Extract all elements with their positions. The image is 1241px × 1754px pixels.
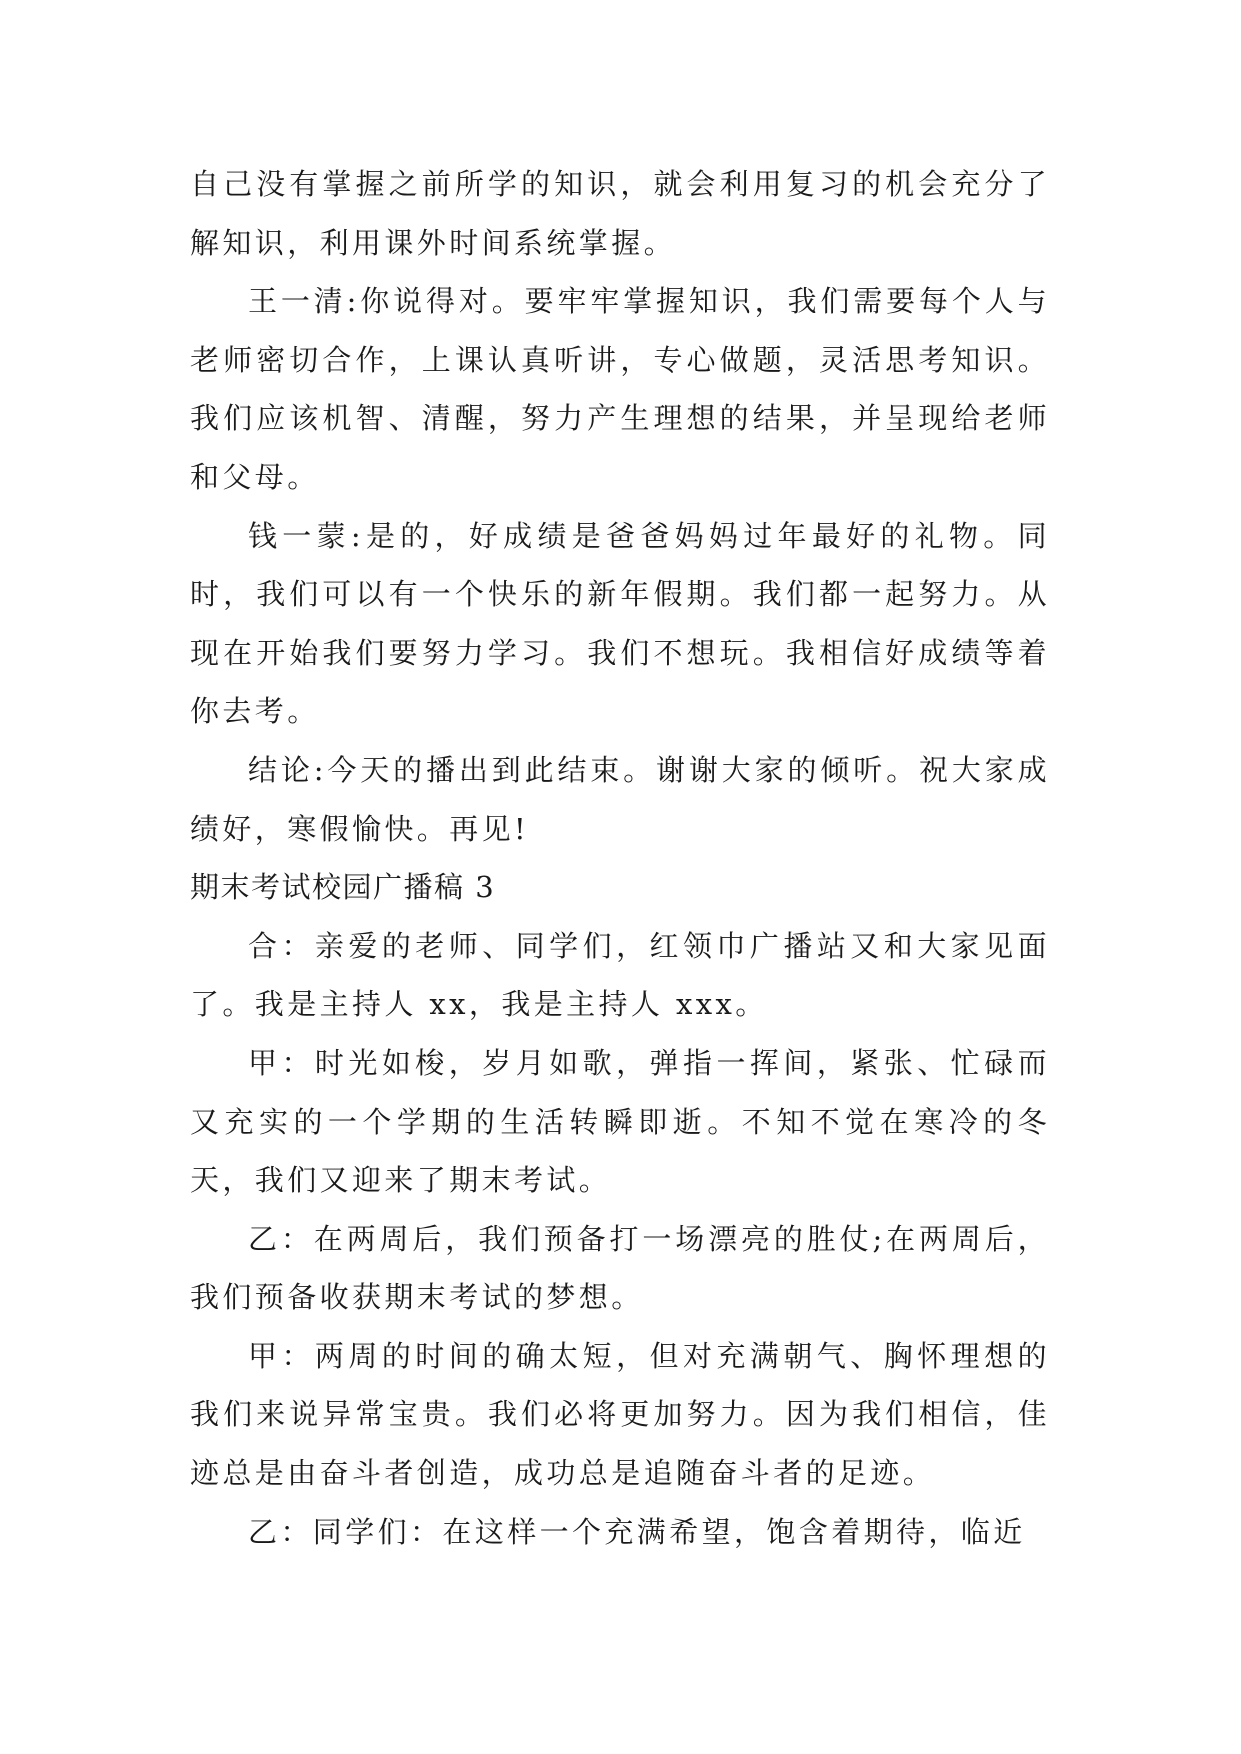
paragraph-wang-yiqing: 王一清:你说得对。要牢牢掌握知识，我们需要每个人与老师密切合作，上课认真听讲，专心做题，灵活思考知识。我们应该机智、清醒，努力产生理想的结果，并呈现给老师和父母。: [190, 284, 1050, 494]
paragraph-yi-2: 乙：同学们：在这样一个充满希望，饱含着期待，临近: [248, 1514, 1026, 1549]
paragraph-yi-1: 乙：在两周后，我们预备打一场漂亮的胜仗;在两周后，我们预备收获期末考试的梦想。: [190, 1221, 1050, 1315]
paragraph-jia-2: 甲：两周的时间的确太短，但对充满朝气、胸怀理想的我们来说异常宝贵。我们必将更加努力。因为我们相信，佳迹总是由奋斗者创造，成功总是追随奋斗者的足迹。: [190, 1338, 1050, 1491]
paragraph-qian-yimeng: 钱一蒙:是的，好成绩是爸爸妈妈过年最好的礼物。同时，我们可以有一个快乐的新年假期。我们都一起努力。从现在开始我们要努力学习。我们不想玩。我相信好成绩等着你去考。: [190, 518, 1050, 729]
paragraph-jia-1: 甲：时光如梭，岁月如歌，弹指一挥间，紧张、忙碌而又充实的一个学期的生活转瞬即逝。不知不觉在寒冷的冬天，我们又迎来了期末考试。: [190, 1045, 1050, 1198]
paragraph-continuation: 自己没有掌握之前所学的知识，就会利用复习的机会充分了解知识，利用课外时间系统掌握。: [190, 167, 1050, 260]
document-body: [190, 155, 1050, 1561]
paragraph-conclusion: 结论:今天的播出到此结束。谢谢大家的倾听。祝大家成绩好，寒假愉快。再见!: [190, 752, 1050, 846]
paragraph-he: 合：亲爱的老师、同学们，红领巾广播站又和大家见面了。我是主持人 xx，我是主持人 xxx。: [190, 928, 1050, 1022]
section-heading: 期末考试校园广播稿 3: [190, 870, 496, 905]
